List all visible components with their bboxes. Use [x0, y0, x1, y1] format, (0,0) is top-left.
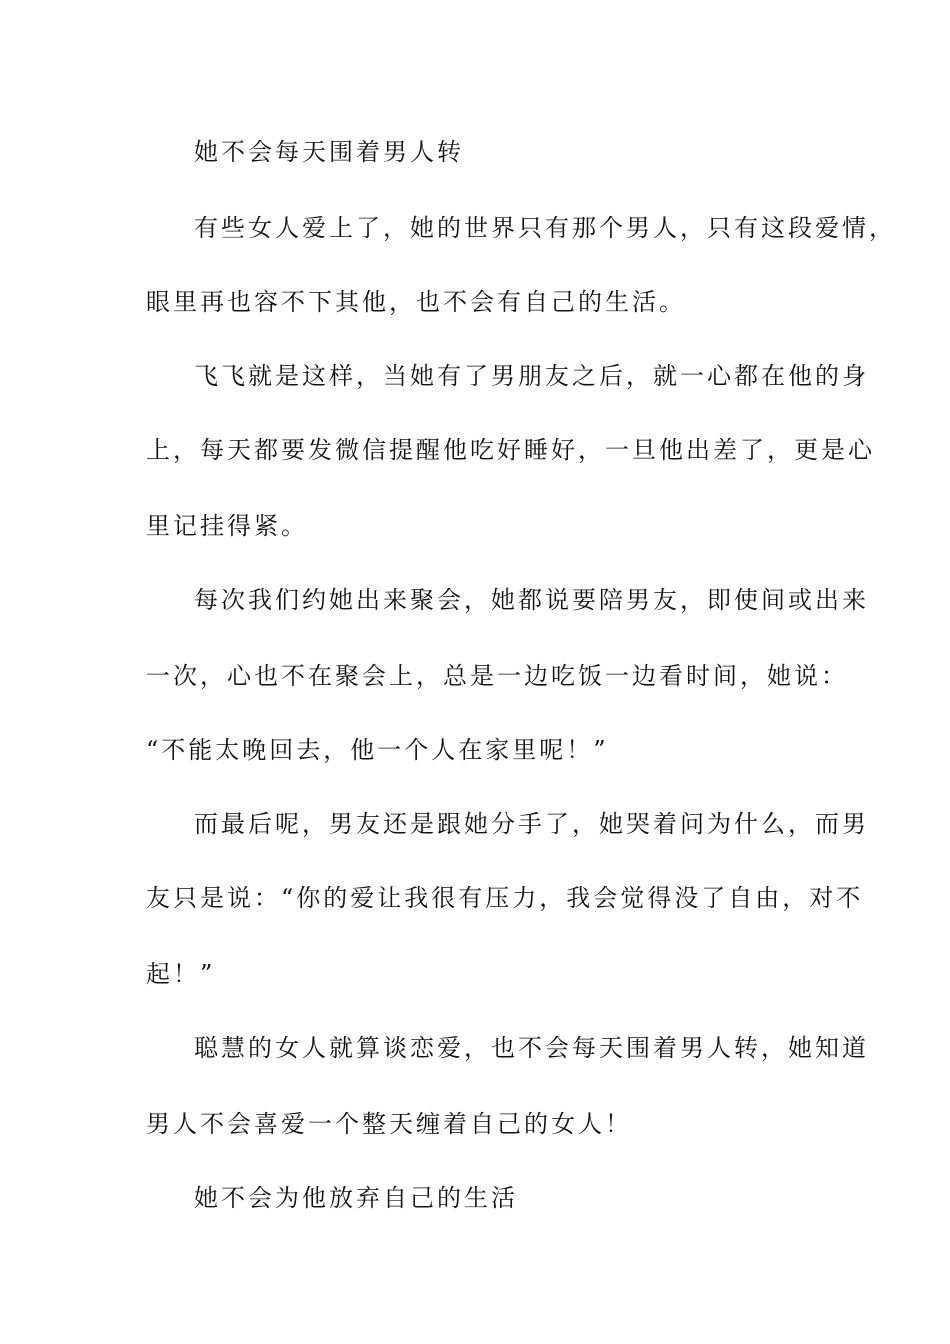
paragraph-line: 每次我们约她出来聚会，她都说要陪男友，即使间或出来 — [194, 586, 869, 614]
paragraph-line: 上，每天都要发微信提醒他吃好睡好，一旦他出差了，更是心 — [146, 436, 875, 464]
section-heading: 她不会每天围着男人转 — [194, 138, 464, 166]
paragraph-line: 有些女人爱上了，她的世界只有那个男人，只有这段爱情， — [194, 214, 896, 242]
paragraph-line: 一次，心也不在聚会上，总是一边吃饭一边看时间，她说： — [146, 662, 848, 690]
paragraph-line: 眼里再也容不下其他，也不会有自己的生活。 — [146, 288, 686, 316]
paragraph-line: 起！” — [146, 960, 216, 988]
paragraph-line: 男人不会喜爱一个整天缠着自己的女人！ — [146, 1110, 632, 1138]
paragraph-line: 而最后呢，男友还是跟她分手了，她哭着问为什么，而男 — [194, 810, 869, 838]
paragraph-line: 飞飞就是这样，当她有了男朋友之后，就一心都在他的身 — [194, 362, 869, 390]
paragraph-line: “不能太晚回去，他一个人在家里呢！” — [146, 736, 609, 764]
paragraph-line: 里记挂得紧。 — [146, 512, 308, 540]
paragraph-line: 聪慧的女人就算谈恋爱，也不会每天围着男人转，她知道 — [194, 1034, 869, 1062]
section-heading: 她不会为他放弃自己的生活 — [194, 1184, 518, 1212]
paragraph-line: 友只是说：“你的爱让我很有压力，我会觉得没了自由，对不 — [146, 884, 864, 912]
